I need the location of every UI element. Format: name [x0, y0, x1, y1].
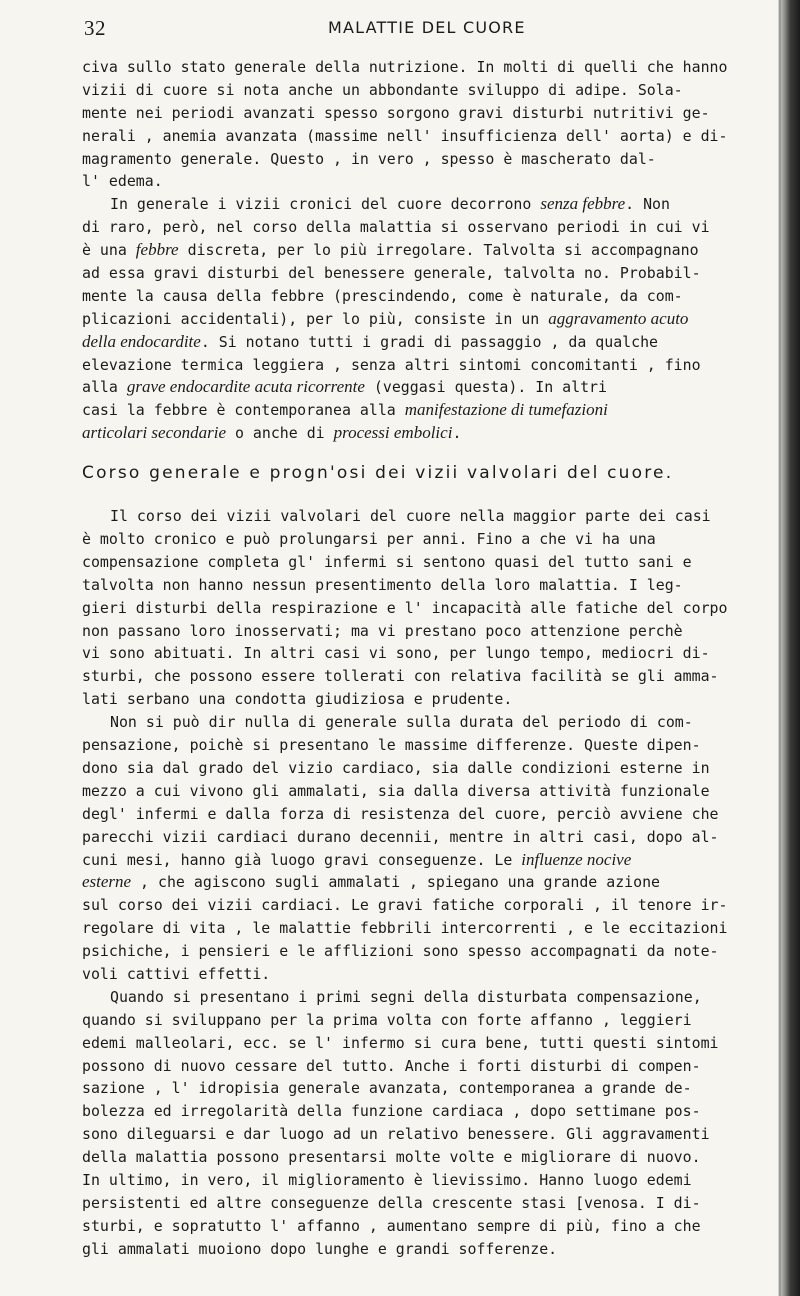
- page-edge-shadow: [778, 0, 800, 1296]
- text-line: magramento generale. Questo , in vero , spesso è mascherato dal-: [82, 149, 656, 168]
- text-run: discreta, per lo più irregolare. Talvolta si accompagnano: [178, 241, 699, 260]
- text-run: In generale i vizii cronici del cuore decorrono: [110, 195, 541, 214]
- text-line: ad essa gravi disturbi del benessere generale, talvolta no. Probabil-: [82, 264, 701, 283]
- text-line: [82, 422, 772, 445]
- text-line: vizii di cuore si nota anche un abbondante sviluppo di adipe. Sola-: [82, 80, 683, 99]
- text-line: civa sullo stato generale della nutrizione. In molti di quelli che hanno: [82, 58, 728, 76]
- text-run: è una: [82, 241, 136, 260]
- text-line: non passano loro inosservati; ma vi prestano poco attenzione perchè: [82, 621, 683, 640]
- italic-term: articolari secondarie: [82, 423, 227, 443]
- text-line: talvolta non hanno nessun presentimento della loro malattia. I leg-: [82, 575, 683, 594]
- text-line: parecchi vizii cardiaci durano decennii, mentre in altri casi, dopo al-: [82, 827, 719, 846]
- text-line: gieri disturbi della respirazione e l' incapacità alle fatiche del corpo: [82, 598, 728, 617]
- text-line: possono di nuovo cessare del tutto. Anche i forti disturbi di compen-: [82, 1056, 701, 1075]
- text-run: . Non: [625, 195, 670, 214]
- text-run: alla: [82, 378, 127, 397]
- italic-term: processi embolici: [333, 423, 453, 443]
- text-line: mezzo a cui vivono gli ammalati, sia dalla diversa attività funzionale: [82, 781, 710, 800]
- text-line: elevazione termica leggiera , senza altri sintomi concomitanti , fino: [82, 355, 701, 374]
- italic-term: esterne: [82, 872, 132, 892]
- running-title: MALATTIE DEL CUORE: [328, 18, 526, 37]
- text-line: vi sono abituati. In altri casi vi sono, per lungo tempo, mediocri di-: [82, 644, 710, 663]
- text-line: persistenti ed altre conseguenze della crescente stasi [venosa. I di-: [82, 1193, 701, 1212]
- text-run: o anche di: [226, 424, 334, 443]
- text-line: gli ammalati muoiono dopo lunghe e grandi sofferenze.: [82, 1239, 558, 1258]
- text-line: Quando si presentano i primi segni della disturbata compensazione,: [110, 987, 702, 1006]
- text-line: [82, 193, 772, 216]
- page-edge-line: [779, 0, 781, 1296]
- text-line: quando si sviluppano per la prima volta con forte affanno , leggieri: [82, 1010, 692, 1029]
- text-line: degl' infermi e dalla forza di resistenza del cuore, perciò avviene che: [82, 804, 719, 823]
- text-run: .: [452, 424, 462, 443]
- italic-term: influenze nocive: [521, 849, 632, 869]
- text-line: sono dileguarsi e dar luogo ad un relativo benessere. Gli aggravamenti: [82, 1125, 710, 1144]
- text-line: [82, 376, 772, 399]
- text-line: bolezza ed irregolarità della funzione cardiaca , dopo settimane pos-: [82, 1102, 701, 1121]
- text-line: sturbi, che possono essere tollerati con relativa facilità se gli amma-: [82, 667, 719, 686]
- text-run: , che agiscono sugli ammalati , spiegano una grande azione: [131, 873, 661, 892]
- text-line: è molto cronico e può prolungarsi per anni. Fino a che vi ha una: [82, 530, 656, 549]
- text-run: . Si notano tutti i gradi di passaggio , da qualche: [200, 332, 659, 351]
- text-line: Non si può dir nulla di generale sulla durata del periodo di com-: [110, 713, 693, 732]
- text-line: compensazione completa gl' infermi si sentono quasi del tutto sani e: [82, 552, 692, 571]
- text-line: pensazione, poichè si presentano le massime differenze. Queste dipen-: [82, 736, 701, 755]
- text-line: [82, 399, 772, 422]
- text-run: cuni mesi, hanno già luogo gravi conseguenze. Le: [82, 850, 522, 869]
- italic-term: della endocardite: [82, 331, 201, 351]
- text-line: [82, 239, 772, 262]
- text-line: nerali , anemia avanzata (massime nell' insufficienza dell' aorta) e di-: [82, 126, 728, 145]
- body-text: [82, 56, 772, 1261]
- text-line: della malattia possono presentarsi molte volte e migliorare di nuovo.: [82, 1148, 701, 1167]
- page-header: [84, 16, 774, 44]
- text-line: lati serbano una condotta giudiziosa e prudente.: [82, 690, 513, 709]
- text-line: Il corso dei vizii valvolari del cuore nella maggior parte dei casi: [110, 507, 711, 526]
- text-run: (veggasi questa). In altri: [364, 378, 607, 397]
- text-line: regolare di vita , le malattie febbrili intercorrenti , e le eccitazioni: [82, 919, 728, 938]
- text-line: mente nei periodi avanzati spesso sorgono gravi disturbi nutritivi ge-: [82, 103, 710, 122]
- text-line: mente la causa della febbre (prescindendo, come è naturale, da com-: [82, 286, 683, 305]
- text-line: [82, 331, 772, 354]
- italic-term: aggravamento acuto: [548, 308, 689, 328]
- text-line: edemi malleolari, ecc. se l' infermo si cura bene, tutti questi sintomi: [82, 1033, 719, 1052]
- text-line: [82, 308, 772, 331]
- text-line: di raro, però, nel corso della malattia si osservano periodi in cui vi: [82, 218, 710, 237]
- text-run: plicazioni accidentali), per lo più, consiste in un: [82, 309, 549, 328]
- text-line: sul corso dei vizii cardiaci. Le gravi fatiche corporali , il tenore ir-: [82, 896, 728, 915]
- text-line: sazione , l' idropisia generale avanzata, contemporanea a grande de-: [82, 1079, 692, 1098]
- text-line: [82, 871, 772, 894]
- text-line: [82, 849, 772, 872]
- italic-term: senza febbre: [540, 194, 626, 214]
- italic-term: manifestazione di tumefazioni: [404, 400, 608, 420]
- text-line: sturbi, e sopratutto l' affanno , aumentano sempre di più, fino a che: [82, 1216, 701, 1235]
- text-line: voli cattivi effetti.: [82, 964, 271, 983]
- page-number: 32: [84, 16, 106, 40]
- italic-term: grave endocardite acuta ricorrente: [126, 377, 365, 397]
- text-line: In ultimo, in vero, il miglioramento è lievissimo. Hanno luogo edemi: [82, 1170, 692, 1189]
- section-heading: Corso generale e progn'osi dei vizii valvolari del cuore.: [82, 463, 674, 484]
- text-line: dono sia dal grado del vizio cardiaco, sia dalle condizioni esterne in: [82, 758, 710, 777]
- text-line: psichiche, i pensieri e le afflizioni sono spesso accompagnati da note-: [82, 942, 719, 961]
- text-line: l' edema.: [82, 172, 163, 191]
- italic-term: febbre: [135, 240, 179, 260]
- text-run: casi la febbre è contemporanea alla: [82, 401, 405, 420]
